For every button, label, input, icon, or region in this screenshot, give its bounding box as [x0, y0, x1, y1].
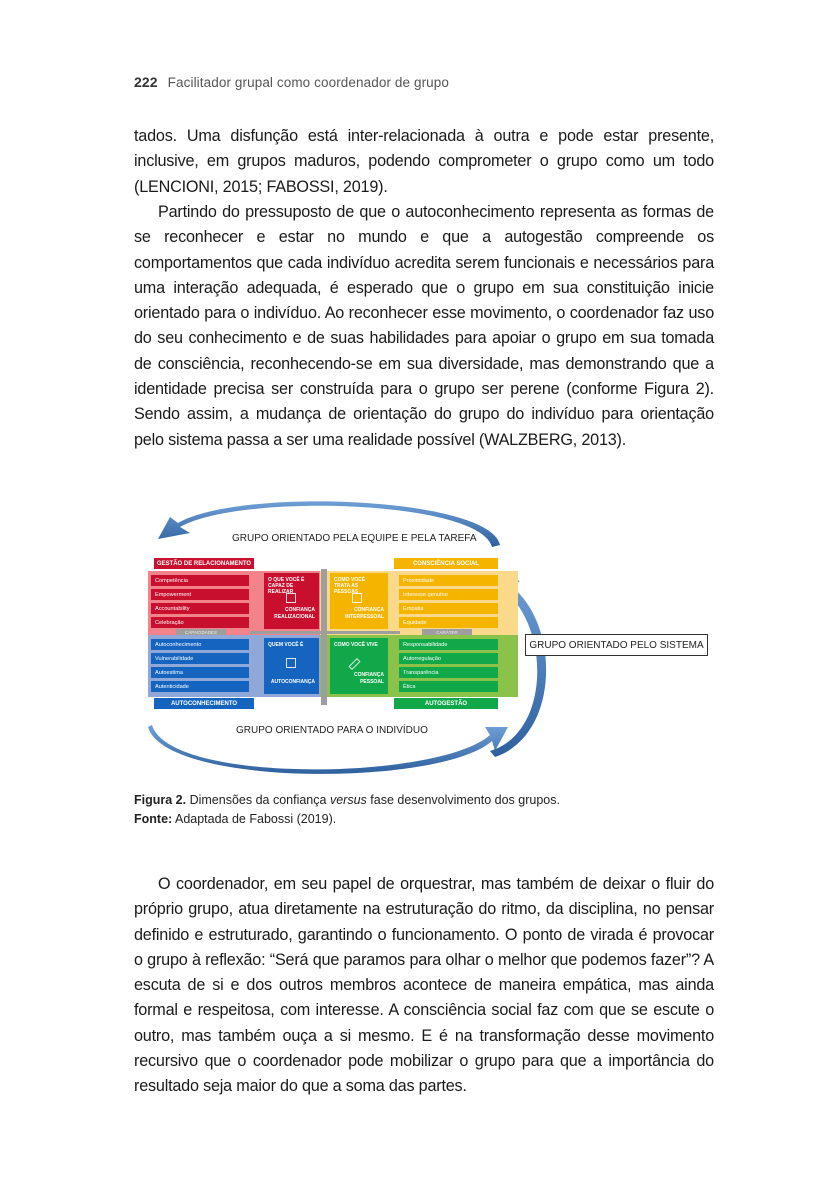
caption-text-before: Dimensões da confiança: [189, 793, 327, 807]
list-item: Autoconhecimento: [151, 639, 249, 650]
card-bottom-text: CONFIANÇA INTERPESSOAL: [345, 607, 384, 620]
paragraph-3: O coordenador, em seu papel de orquestrar, mas também de deixar o fluir do próprio grupo, atua diretamente na estruturação do ritmo, da disciplina, no pensar definido e estruturado, garantindo o funcionamento. O ponto de virada é provocar o grupo à reflexão: “Será que paramos para olhar o melhor que podemos fazer”? A escuta de si e dos outros membros acontece de maneira empática, mas ainda formal e respeitosa, com interesse. A consciência social faz com que se escute o outro, mas também ouça a si mesmo. E é na transformação desse movimento recursivo que o coordenador pode mobilizar o grupo para que a importância do resultado seja maior do que a soma das partes.: [134, 875, 714, 1096]
card-top-text: QUEM VOCÊ É: [268, 642, 304, 648]
card-bottom-text: CONFIANÇA PESSOAL: [354, 672, 384, 685]
list-item: Vulnerabilidade: [151, 653, 249, 664]
card-confianca-interpessoal: [330, 573, 388, 629]
running-head: [134, 74, 449, 90]
glass-icon: [352, 593, 362, 603]
running-head-title: Facilitador grupal como coordenador de grupo: [167, 75, 449, 90]
top-arrow-label: GRUPO ORIENTADO PELA EQUIPE E PELA TAREFA: [232, 533, 477, 544]
list-item: Competência: [151, 575, 249, 586]
card-top-text: O QUE VOCÊ É CAPAZ DE REALIZAR: [268, 577, 305, 595]
list-item: Autorregulação: [399, 653, 498, 664]
list-item: Celebração: [151, 617, 249, 628]
list-item: Responsabilidade: [399, 639, 498, 650]
bottom-arrow-label: GRUPO ORIENTADO PARA O INDIVÍDUO: [236, 725, 428, 736]
side-label-sistema: GRUPO ORIENTADO PELO SISTEMA: [525, 634, 708, 656]
list-item: Empatia: [399, 603, 498, 614]
vertical-axis: [321, 569, 327, 705]
hourglass-icon: [286, 593, 296, 603]
figure-2-diagram: [140, 495, 720, 775]
header-gestao-relacionamento: GESTÃO DE RELACIONAMENTO: [154, 558, 254, 569]
card-bottom-text: AUTOCONFIANÇA: [270, 679, 315, 685]
caption-italic: versus: [329, 793, 367, 807]
pen-icon: [348, 658, 360, 670]
list-item: Ética: [399, 681, 498, 692]
calendar-icon: [286, 658, 296, 668]
source-label: Fonte:: [134, 812, 173, 826]
tab-capacidades: CAPACIDADES: [176, 629, 226, 635]
card-confianca-pessoal: [330, 638, 388, 694]
list-item: Interesse genuíno: [399, 589, 498, 600]
list-item: Accountability: [151, 603, 249, 614]
caption-text-after: fase desenvolvimento dos grupos.: [370, 793, 560, 807]
card-top-text: COMO VOCÊ VIVE: [334, 642, 378, 648]
list-item: Empowerment: [151, 589, 249, 600]
card-confianca-realizacional: [264, 573, 319, 629]
figure-caption: [134, 791, 560, 829]
caption-label: Figura 2.: [134, 793, 187, 807]
paragraph-2: Partindo do pressuposto de que o autoconhecimento representa as formas de se reconhecer e estar no mundo e que a autogestão compreende os comportamentos que cada indivíduo acredita serem funcionais e necessários para uma interação adequada, é esperado que o grupo em sua constituição inicie orientado para o indivíduo. Ao reconhecer esse movimento, o coordenador faz uso do seu conhecimento e de suas habilidades para apoiar o grupo em sua tomada de consciência, reconhecendo-se em sua diversidade, mas demonstrando que a identidade precisa ser construída para o grupo ser perene (conforme Figura 2). Sendo assim, a mudança de orientação do grupo do indivíduo para orientação pelo sistema passa a ser uma realidade possível (WALZBERG, 2013).: [134, 203, 714, 449]
header-autoconhecimento: AUTOCONHECIMENTO: [154, 698, 254, 709]
source-text: Adaptada de Fabossi (2019).: [174, 812, 337, 826]
list-item: Autoestima: [151, 667, 249, 678]
header-consciencia-social: CONSCIÊNCIA SOCIAL: [394, 558, 498, 569]
list-item: Autenticidade: [151, 681, 249, 692]
card-autoconfianca: [264, 638, 319, 694]
header-autogestao: AUTOGESTÃO: [394, 698, 498, 709]
card-top-text: COMO VOCÊ TRATA AS PESSOAS: [334, 577, 366, 595]
list-item: Equidade: [399, 617, 498, 628]
list-item: Proximidade: [399, 575, 498, 586]
list-item: Transparência: [399, 667, 498, 678]
tab-carater: CARÁTER: [422, 629, 472, 635]
card-bottom-text: CONFIANÇA REALIZACIONAL: [274, 607, 315, 620]
horizontal-axis: [250, 631, 400, 634]
page-number: 222: [134, 74, 158, 90]
paragraph-1: tados. Uma disfunção está inter-relacionada à outra e pode estar presente, inclusive, em grupos maduros, podendo comprometer o grupo como um todo (LENCIONI, 2015; FABOSSI, 2019).: [134, 127, 714, 196]
